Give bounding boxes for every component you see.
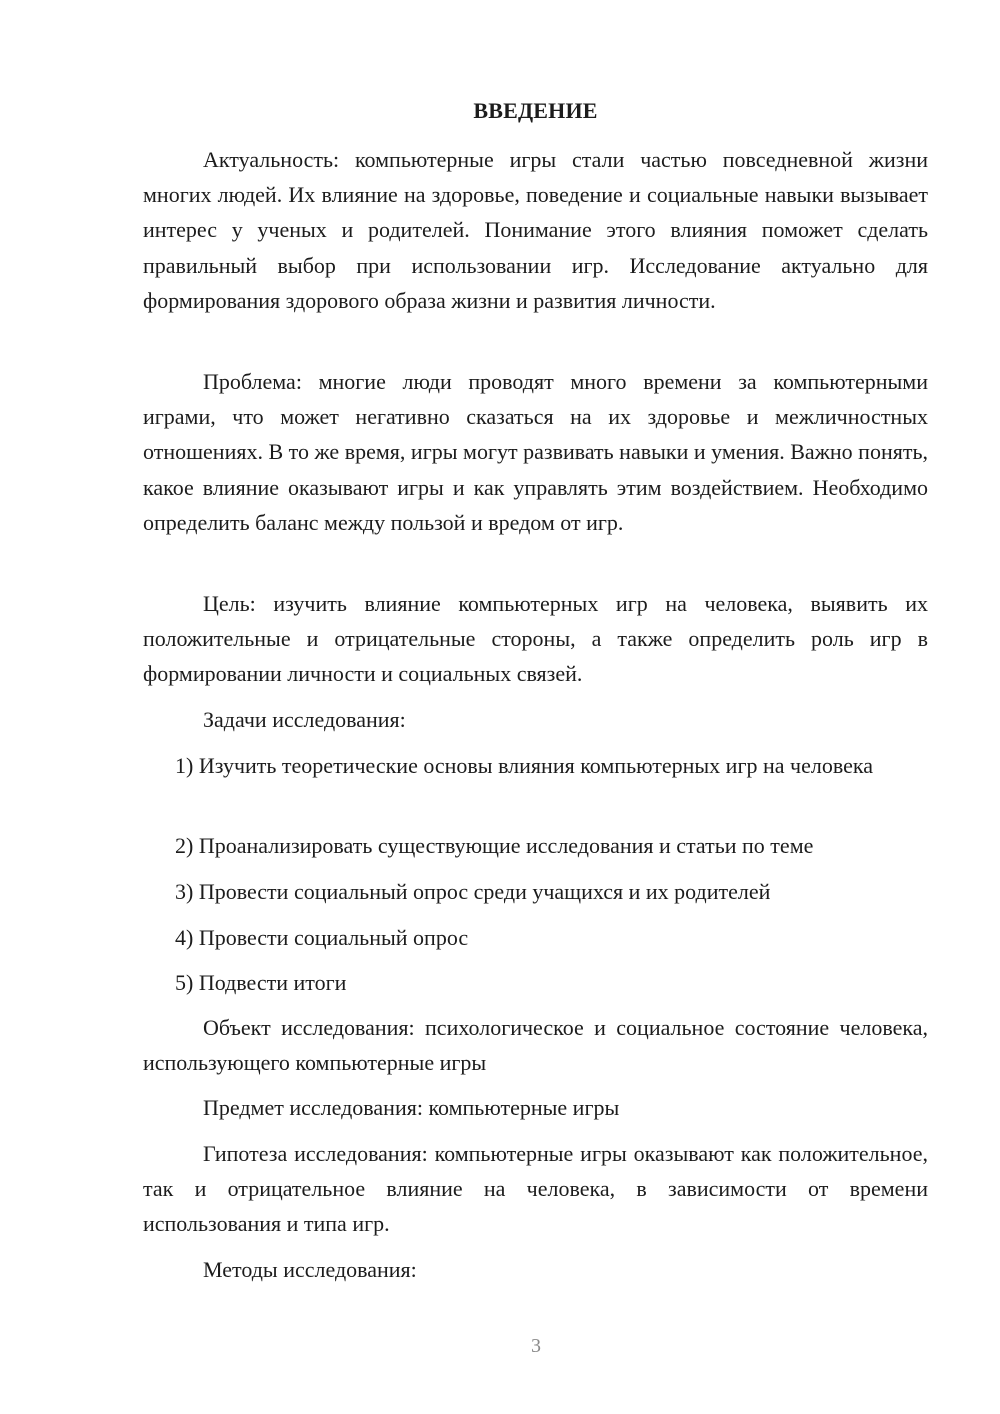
goal-paragraph: Цель: изучить влияние компьютерных игр на человека, выявить их положительные и отрицательные стороны, а также определить роль игр в формировании личности и социальных связей.	[143, 591, 928, 687]
methods-heading: Методы исследования:	[203, 1257, 417, 1282]
page-title: ВВЕДЕНИЕ	[473, 98, 598, 123]
task-item-1: 1) Изучить теоретические основы влияния компьютерных игр на человека	[175, 753, 873, 778]
relevance-paragraph: Актуальность: компьютерные игры стали частью повседневной жизни многих людей. Их влияние на здоровье, поведение и социальные навыки вызывает интерес у ученых и родителей. Понимание этого влияния поможет сделать правильный выбор при использовании игр. Исследование актуально для формирования здорового образа жизни и развития личности.	[143, 147, 928, 313]
subject-paragraph: Предмет исследования: компьютерные игры	[203, 1095, 620, 1120]
object-paragraph: Объект исследования: психологическое и социальное состояние человека, использующего компьютерные игры	[143, 1015, 928, 1076]
tasks-heading: Задачи исследования:	[203, 707, 406, 732]
task-item-5: 5) Подвести итоги	[175, 970, 347, 995]
hypothesis-paragraph: Гипотеза исследования: компьютерные игры оказывают как положительное, так и отрицательное влияние на человека, в зависимости от времени использования и типа игр.	[143, 1141, 928, 1237]
problem-paragraph: Проблема: многие люди проводят много времени за компьютерными играми, что может негативно сказаться на их здоровье и межличностных отношениях. В то же время, игры могут развивать навыки и умения. Важно понять, какое влияние оказывают игры и как управлять этим воздействием. Необходимо определить баланс между пользой и вредом от игр.	[143, 369, 928, 535]
task-item-4: 4) Провести социальный опрос	[175, 925, 469, 950]
task-item-2: 2) Проанализировать существующие исследования и статьи по теме	[175, 833, 814, 858]
page-number: 3	[531, 1335, 541, 1357]
task-item-3: 3) Провести социальный опрос среди учащихся и их родителей	[175, 879, 771, 904]
